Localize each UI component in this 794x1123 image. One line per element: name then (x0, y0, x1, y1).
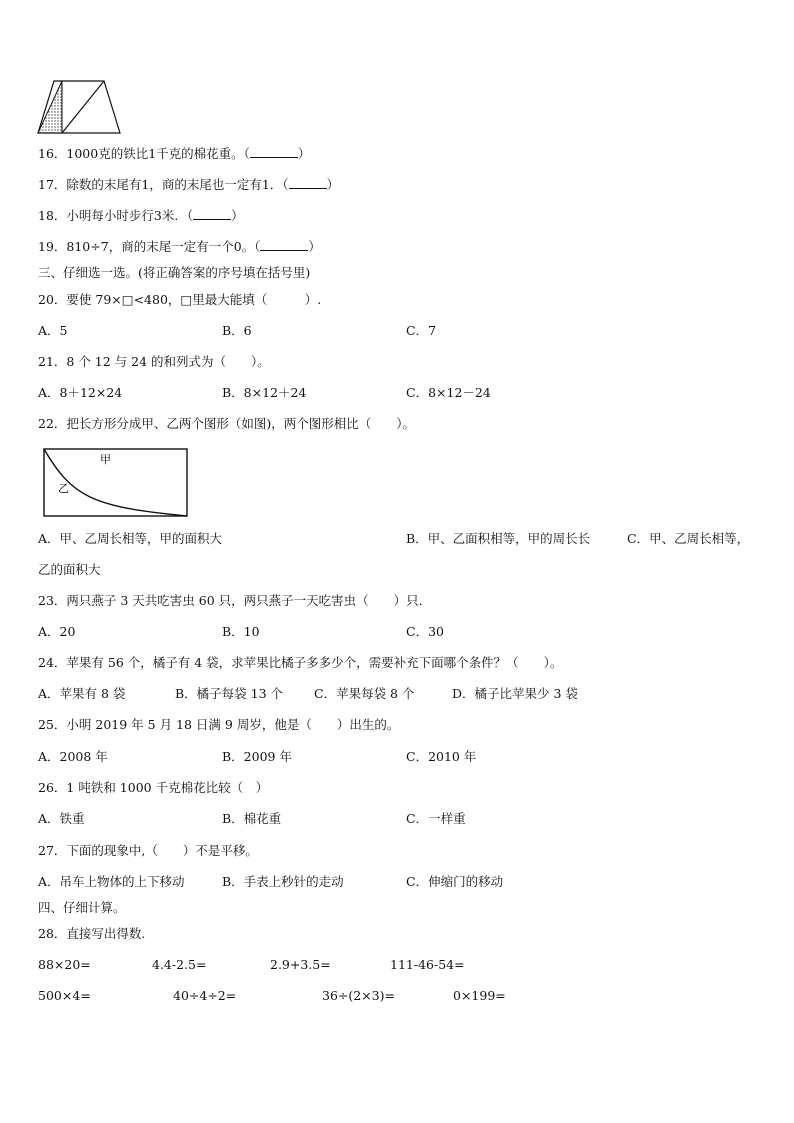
trapezoid-figure (36, 78, 124, 136)
calc-item: 88×20= (38, 957, 91, 972)
option-a[interactable]: A．苹果有 8 袋 (38, 686, 126, 701)
option-c[interactable]: C．一样重 (406, 811, 466, 826)
option-a[interactable]: A．2008 年 (38, 749, 108, 764)
question-23: 23．两只燕子 3 天共吃害虫 60 只，两只燕子一天吃害虫（ ）只． (38, 593, 432, 608)
option-b[interactable]: B．6 (222, 323, 252, 338)
question-24: 24．苹果有 56 个，橘子有 4 袋，求苹果比橘子多多少个，需要补充下面哪个条件？（ ）。 (38, 655, 563, 670)
section-4-heading: 四、仔细计算。 (38, 900, 126, 915)
question-25: 25．小明 2019 年 5 月 18 日满 9 周岁，他是（ ）出生的。 (38, 717, 400, 732)
answer-blank[interactable] (260, 239, 308, 251)
option-a[interactable]: A．8＋12×24 (38, 385, 123, 400)
question-22: 22．把长方形分成甲、乙两个图形（如图)，两个图形相比（ ）。 (38, 416, 416, 431)
section-3-heading: 三、仔细选一选。(将正确答案的序号填在括号里) (38, 265, 311, 280)
calc-item: 4.4-2.5= (152, 957, 207, 972)
option-a[interactable]: A．铁重 (38, 811, 85, 826)
question-28: 28．直接写出得数. (38, 926, 146, 941)
calc-item: 111-46-54= (390, 957, 465, 972)
calc-item: 0×199= (453, 988, 506, 1003)
option-a[interactable]: A．20 (38, 624, 76, 639)
option-a[interactable]: A．5 (38, 323, 68, 338)
question-18: 18．小明每小时步行3米．（ ） (38, 208, 244, 223)
option-b[interactable]: B．甲、乙面积相等，甲的周长长 (406, 531, 591, 546)
option-a[interactable]: A．甲、乙周长相等，甲的面积大 (38, 531, 223, 546)
answer-blank[interactable] (193, 208, 231, 220)
option-d[interactable]: D．橘子比苹果少 3 袋 (452, 686, 578, 701)
option-c[interactable]: C．7 (406, 323, 437, 338)
option-c[interactable]: C．30 (406, 624, 444, 639)
question-21: 21．8 个 12 与 24 的和列式为（ ）。 (38, 354, 270, 369)
question-26: 26．1 吨铁和 1000 千克棉花比较（ ） (38, 780, 269, 795)
option-c[interactable]: C．伸缩门的移动 (406, 874, 504, 889)
option-b[interactable]: B．橘子每袋 13 个 (175, 686, 284, 701)
calc-item: 500×4= (38, 988, 91, 1003)
label-jia: 甲 (100, 453, 111, 466)
option-c-continued: 乙的面积大 (38, 562, 101, 577)
option-b[interactable]: B．手表上秒针的走动 (222, 874, 344, 889)
option-c[interactable]: C．苹果每袋 8 个 (314, 686, 415, 701)
option-c[interactable]: C．8×12－24 (406, 385, 491, 400)
answer-blank[interactable] (289, 177, 327, 189)
calc-item: 36÷(2×3)= (322, 988, 395, 1003)
option-b[interactable]: B．10 (222, 624, 260, 639)
question-27: 27．下面的现象中,（ ）不是平移。 (38, 843, 258, 858)
option-b[interactable]: B．8×12＋24 (222, 385, 307, 400)
question-17: 17．除数的末尾有1，商的末尾也一定有1．（ ） (38, 177, 340, 192)
label-yi: 乙 (58, 482, 69, 495)
option-c[interactable]: C．2010 年 (406, 749, 477, 764)
question-19: 19．810÷7，商的末尾一定有一个0。（ ） (38, 239, 321, 254)
question-20: 20．要使 79×□<480，□里最大能填（ ）. (38, 292, 322, 307)
answer-blank[interactable] (250, 146, 298, 158)
option-b[interactable]: B．棉花重 (222, 811, 282, 826)
calc-item: 2.9+3.5= (270, 957, 331, 972)
question-16: 16．1000克的铁比1千克的棉花重。（ ） (38, 146, 311, 161)
option-c[interactable]: C．甲、乙周长相等， (627, 531, 750, 546)
option-b[interactable]: B．2009 年 (222, 749, 292, 764)
calc-item: 40÷4÷2= (173, 988, 237, 1003)
shaded-triangle (38, 81, 62, 133)
option-a[interactable]: A．吊车上物体的上下移动 (38, 874, 185, 889)
rectangle-figure (42, 447, 190, 519)
